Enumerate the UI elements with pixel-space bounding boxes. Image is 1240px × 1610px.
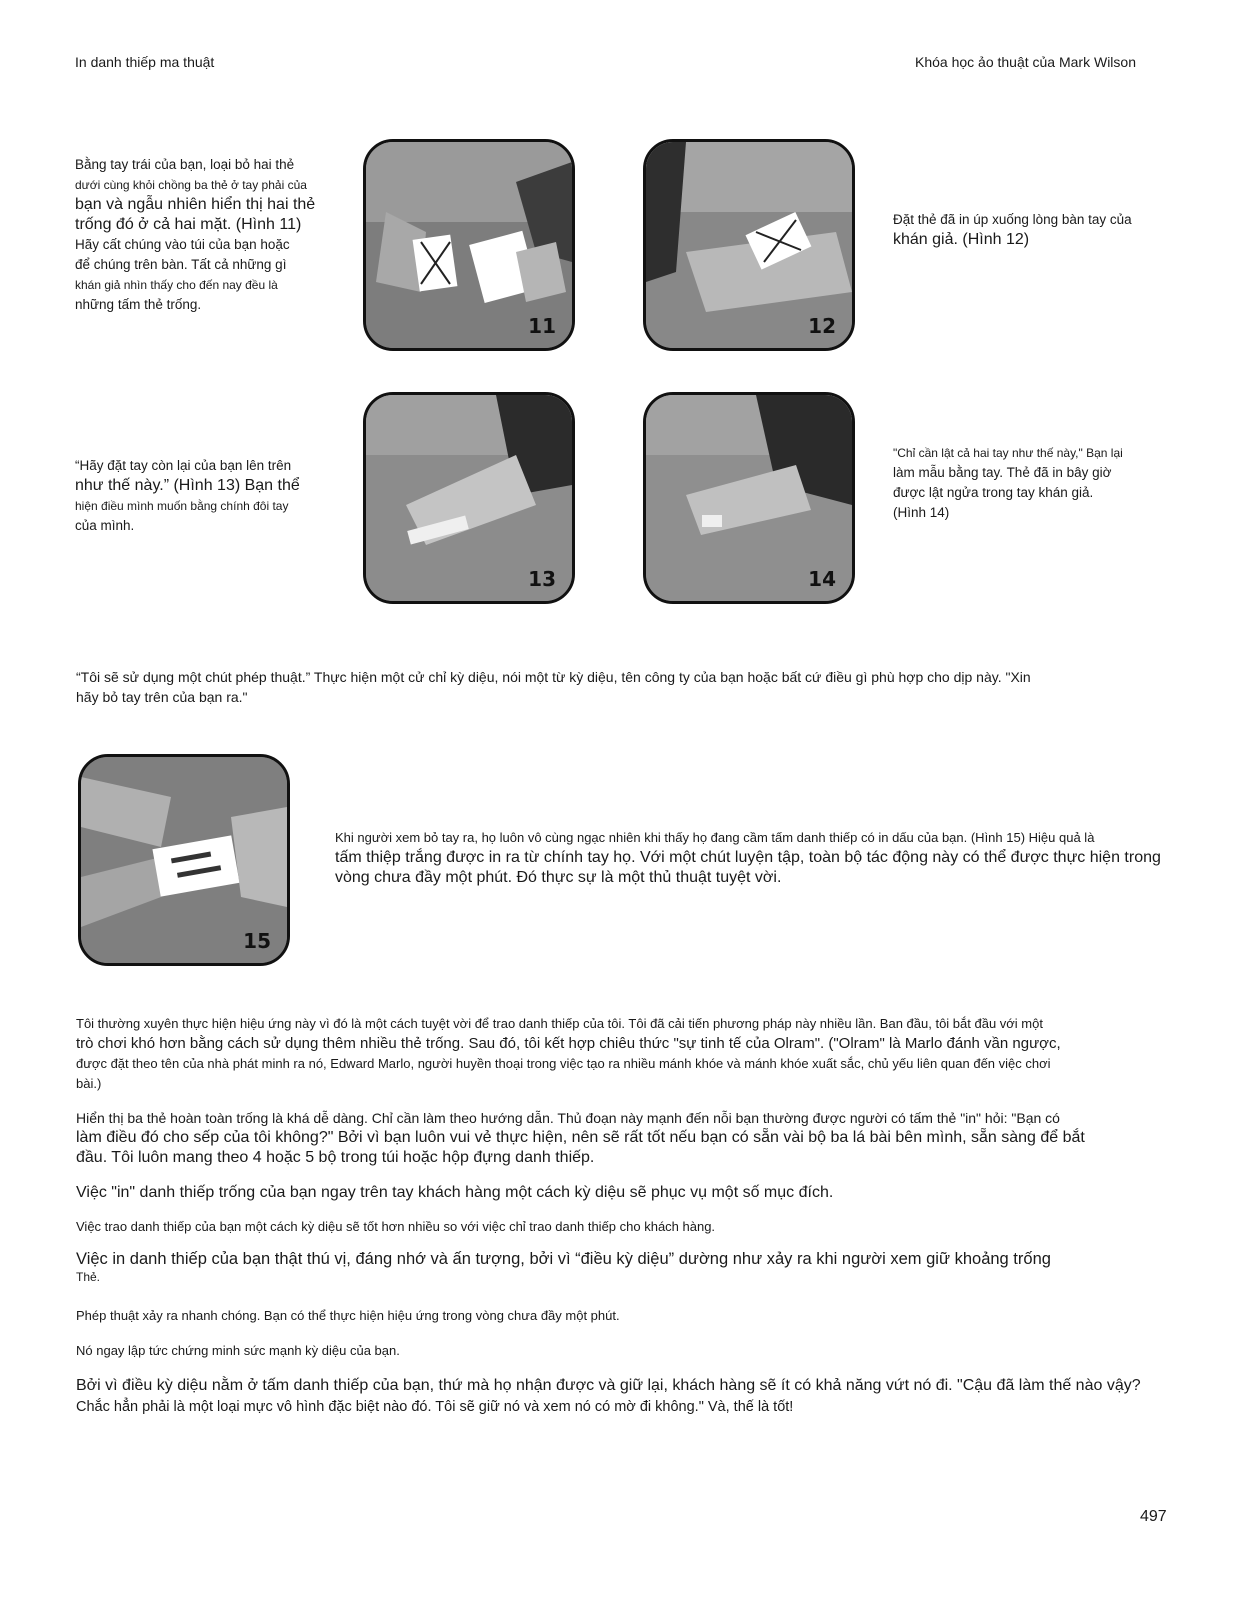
- figure-number: 14: [808, 567, 836, 591]
- paragraph-variations: [76, 1014, 1166, 1094]
- paragraph-memorable: [76, 1249, 1166, 1285]
- step-14-text: [893, 443, 1153, 523]
- paragraph-purposes: Việc "in" danh thiếp trống của bạn ngay trên tay khách hàng một cách kỳ diệu sẽ phục vụ một số mục đích.: [76, 1184, 834, 1201]
- step-13-text: [75, 456, 335, 536]
- text-line: được lật ngửa trong tay khán giả.: [893, 485, 1094, 500]
- figure-12-photo: [643, 139, 855, 351]
- text-line: bài.): [76, 1076, 102, 1091]
- text-line: dưới cùng khỏi chồng ba thẻ ở tay phải của: [75, 178, 307, 192]
- figure-13-photo: [363, 392, 575, 604]
- figure-number: 12: [808, 314, 836, 338]
- step-11-text: [75, 155, 335, 315]
- step-12-text: [893, 210, 1153, 250]
- running-header-book: Khóa học ảo thuật của Mark Wilson: [914, 54, 1136, 70]
- text-line: hãy bỏ tay trên của bạn ra.": [76, 689, 248, 705]
- text-line: Bằng tay trái của bạn, loại bỏ hai thẻ: [75, 157, 295, 172]
- page-number: 497: [1140, 1508, 1167, 1525]
- step-15-text: [335, 828, 1170, 888]
- text-line: “Tôi sẽ sử dụng một chút phép thuật.” Thực hiện một cử chỉ kỳ diệu, nói một từ kỳ diệu, tên công ty của bạn hoặc bất cứ điều gì phù hợp cho dịp này. "Xin: [76, 669, 1031, 685]
- text-line: trò chơi khó hơn bằng cách sử dụng thêm nhiều thẻ trống. Sau đó, tôi kết hợp chiêu thức "sự tinh tế của Olram". ("Olram" là Marlo đánh vần ngược,: [76, 1035, 1061, 1052]
- text-line: (Hình 14): [893, 505, 950, 520]
- paragraph-blank-cards: [76, 1108, 1166, 1168]
- text-line: trống đó ở cả hai mặt. (Hình 11): [75, 216, 302, 233]
- text-line: để chúng trên bàn. Tất cả những gì: [75, 257, 287, 272]
- figure-number: 13: [528, 567, 556, 591]
- paragraph-better-than-handing: Việc trao danh thiếp của bạn một cách kỳ diệu sẽ tốt hơn nhiều so với việc chỉ trao danh thiếp cho khách hàng.: [76, 1219, 716, 1234]
- paragraph-quick: Phép thuật xảy ra nhanh chóng. Bạn có thể thực hiện hiệu ứng trong vòng chưa đầy một phút.: [76, 1308, 620, 1323]
- text-line: như thế này.” (Hình 13) Bạn thể: [75, 477, 300, 494]
- figure-15-photo: [78, 754, 290, 966]
- text-line: của mình.: [75, 518, 135, 533]
- text-line: những tấm thẻ trống.: [75, 297, 202, 312]
- figure-number: 15: [243, 929, 271, 953]
- text-line: đầu. Tôi luôn mang theo 4 hoặc 5 bộ trong túi hoặc hộp đựng danh thiếp.: [76, 1149, 595, 1166]
- text-line: bạn và ngẫu nhiên hiển thị hai thẻ: [75, 196, 316, 213]
- paragraph-keep-card: [76, 1375, 1166, 1417]
- text-line: Đặt thẻ đã in úp xuống lòng bàn tay của: [893, 212, 1132, 227]
- text-line: khán giả. (Hình 12): [893, 231, 1030, 248]
- text-line: khán giả nhìn thấy cho đến nay đều là: [75, 278, 278, 292]
- text-line: được đặt theo tên của nhà phát minh ra nó, Edward Marlo, người huyền thoại trong việc tạo ra nhiều mánh khóe và mánh khóe xuất sắc, chủ yếu liên quan đến việc chơi: [76, 1056, 1051, 1071]
- magic-quote-paragraph: [76, 667, 1166, 707]
- text-line: tấm thiệp trắng được in ra từ chính tay họ. Với một chút luyện tập, toàn bộ tác động này có thể được thực hiện trong: [335, 849, 1161, 866]
- text-line: Việc in danh thiếp của bạn thật thú vị, đáng nhớ và ấn tượng, bởi vì “điều kỳ diệu” dường như xảy ra khi người xem giữ khoảng trống: [76, 1250, 1051, 1268]
- text-line: Chắc hẳn phải là một loại mực vô hình đặc biệt nào đó. Tôi sẽ giữ nó và xem nó có mờ đi không." Và, thế là tốt!: [76, 1399, 794, 1415]
- figure-number: 11: [528, 314, 556, 338]
- text-line: "Chỉ cần lật cả hai tay như thế này," Bạn lại: [893, 446, 1123, 460]
- running-header-title: In danh thiếp ma thuật: [75, 54, 215, 70]
- figure-14-photo: [643, 392, 855, 604]
- paragraph-power: Nó ngay lập tức chứng minh sức mạnh kỳ diệu của bạn.: [76, 1343, 400, 1358]
- text-line: Tôi thường xuyên thực hiện hiệu ứng này vì đó là một cách tuyệt vời để trao danh thiếp của tôi. Tôi đã cải tiến phương pháp này nhiều lần. Ban đầu, tôi bắt đầu với một: [76, 1016, 1043, 1031]
- text-line: Hiển thị ba thẻ hoàn toàn trống là khá dễ dàng. Chỉ cần làm theo hướng dẫn. Thủ đoạn này mạnh đến nỗi bạn thường được người có tấm thẻ "in" hỏi: "Bạn có: [76, 1110, 1060, 1126]
- text-line: Hãy cất chúng vào túi của bạn hoặc: [75, 237, 290, 252]
- text-line: làm mẫu bằng tay. Thẻ đã in bây giờ: [893, 465, 1112, 480]
- text-line: làm điều đó cho sếp của tôi không?" Bởi vì bạn luôn vui vẻ thực hiện, nên sẽ rất tốt nếu bạn có sẵn vài bộ ba lá bài bên mình, sẵn sàng để bắt: [76, 1129, 1085, 1146]
- text-line: Khi người xem bỏ tay ra, họ luôn vô cùng ngạc nhiên khi thấy họ đang cầm tấm danh thiếp có in dấu của bạn. (Hình 15) Hiệu quả là: [335, 830, 1095, 845]
- text-line: “Hãy đặt tay còn lại của bạn lên trên: [75, 458, 292, 473]
- text-line: vòng chưa đầy một phút. Đó thực sự là một thủ thuật tuyệt vời.: [335, 869, 782, 886]
- text-line: hiện điều mình muốn bằng chính đôi tay: [75, 499, 289, 513]
- text-line: Bởi vì điều kỳ diệu nằm ở tấm danh thiếp của bạn, thứ mà họ nhận được và giữ lại, khách hàng sẽ ít có khả năng vứt nó đi. "Cậu đã làm thế nào vậy?: [76, 1377, 1141, 1394]
- text-line: Thẻ.: [76, 1270, 101, 1284]
- figure-11-photo: [363, 139, 575, 351]
